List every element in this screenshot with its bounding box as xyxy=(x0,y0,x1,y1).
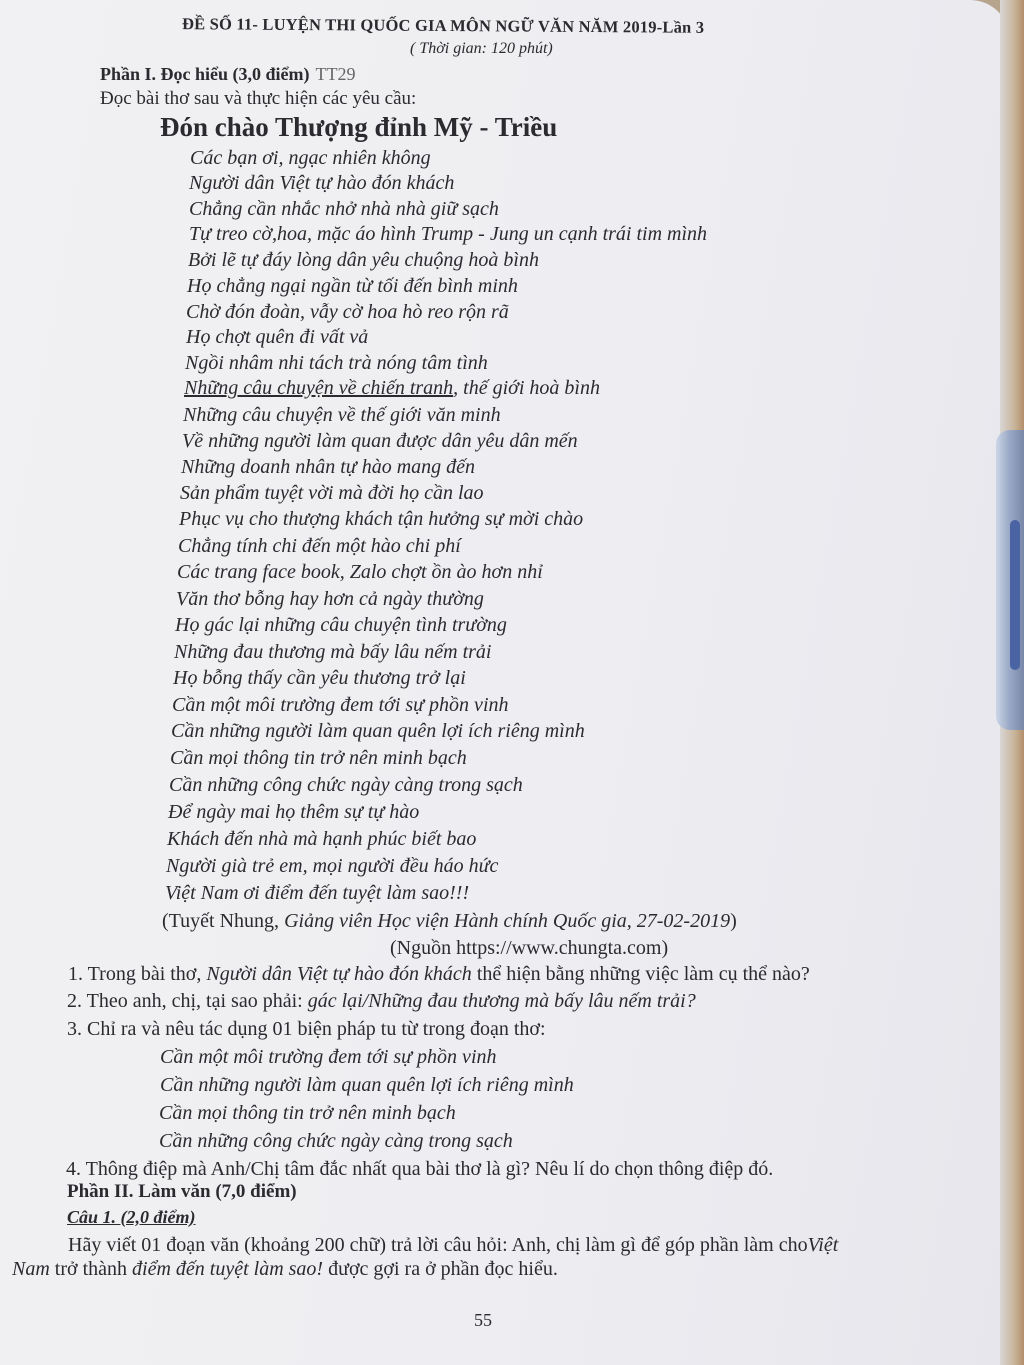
q1-rest: thể hiện bằng những việc làm cụ thể nào? xyxy=(471,963,810,985)
poem-source: (Nguồn https://www.chungta.com) xyxy=(390,937,669,959)
q3-excerpt-line: Cần những người làm quan quên lợi ích riêng mình xyxy=(160,1074,574,1096)
cau1-italic-nam: Nam xyxy=(12,1258,50,1280)
poem-line: Về những người làm quan được dân yêu dân mến xyxy=(182,430,578,452)
q3-excerpt-line: Cần một môi trường đem tới sự phồn vinh xyxy=(160,1046,497,1068)
q3-excerpt-line: Cần mọi thông tin trở nên minh bạch xyxy=(159,1102,456,1124)
poem-title: Đón chào Thượng đỉnh Mỹ - Triều xyxy=(160,112,558,142)
poem-line: Để ngày mai họ thêm sự tự hào xyxy=(168,801,420,823)
page-number: 55 xyxy=(474,1310,492,1330)
poem-line: Chẳng cần nhắc nhở nhà nhà giữ sạch xyxy=(189,198,499,220)
poem-line: Họ bỗng thấy cần yêu thương trở lại xyxy=(173,667,466,689)
question-1 xyxy=(68,963,810,986)
poem-line: Cần những người làm quan quên lợi ích riêng mình xyxy=(171,720,585,742)
cau1-text-line1 xyxy=(68,1234,838,1257)
poem-line: Tự treo cờ,hoa, mặc áo hình Trump - Jung un cạnh trái tim mình xyxy=(189,223,708,245)
poem-line: Văn thơ bỗng hay hơn cả ngày thường xyxy=(176,588,484,610)
question-2 xyxy=(67,990,696,1013)
cau1-mid: trở thành xyxy=(49,1258,133,1280)
underlined-phrase: Những câu chuyện về chiến tranh xyxy=(184,377,454,399)
q1-quote: Người dân Việt tự hào đón khách xyxy=(206,963,472,985)
poem-line: Cần một môi trường đem tới sự phồn vinh xyxy=(172,694,509,716)
part1-heading xyxy=(100,64,356,85)
poem-line: Các bạn ơi, ngạc nhiên không xyxy=(190,147,431,169)
cau1-heading: Câu 1. (2,0 điểm) xyxy=(67,1207,196,1227)
poem-line: Họ chợt quên đi vất vả xyxy=(186,326,369,348)
poem-credit xyxy=(162,910,737,933)
question-4: 4. Thông điệp mà Anh/Chị tâm đắc nhất qua bài thơ là gì? Nêu lí do chọn thông điệp đó. xyxy=(66,1158,774,1180)
poem-line: Phục vụ cho thượng khách tận hưởng sự mời chào xyxy=(179,508,584,530)
part1-title: Phần I. Đọc hiểu (3,0 điểm) xyxy=(100,64,310,84)
handwritten-tag: TT29 xyxy=(315,64,356,84)
poem-line: Ngồi nhâm nhi tách trà nóng tâm tình xyxy=(185,352,488,374)
q2-quote: gác lại/Những đau thương mà bấy lâu nếm trải? xyxy=(307,990,696,1012)
poem-line: Những doanh nhân tự hào mang đến xyxy=(181,456,476,478)
poem-line: Chờ đón đoàn, vẫy cờ hoa hò reo rộn rã xyxy=(186,301,509,323)
exam-time: ( Thời gian: 120 phút) xyxy=(410,40,553,57)
q3-excerpt-line: Cần những công chức ngày càng trong sạch xyxy=(159,1130,513,1152)
poem-line-10 xyxy=(184,377,600,400)
question-3: 3. Chỉ ra và nêu tác dụng 01 biện pháp tu từ trong đoạn thơ: xyxy=(67,1018,546,1040)
poem-line: Các trang face book, Zalo chợt ồn ào hơn nhỉ xyxy=(177,561,543,583)
poem-line: Chẳng tính chi đến một hào chi phí xyxy=(178,535,461,557)
poem-line: Cần những công chức ngày càng trong sạch xyxy=(169,774,523,796)
cau1-text: Hãy viết 01 đoạn văn (khoảng 200 chữ) trả lời câu hỏi: Anh, chị làm gì để góp phần làm cho xyxy=(68,1234,808,1256)
cau1-text-line2 xyxy=(12,1258,558,1281)
poem-line: Cần mọi thông tin trở nên minh bạch xyxy=(170,747,467,769)
credit-role: Giảng viên Học viện Hành chính Quốc gia, 27-02-2019 xyxy=(284,910,731,932)
q1-text: 1. Trong bài thơ, xyxy=(68,963,207,985)
credit-author: (Tuyết Nhung, xyxy=(162,910,285,932)
cau1-italic-viet: Việt xyxy=(807,1234,839,1256)
poem-line: Người già trẻ em, mọi người đều háo hức xyxy=(166,855,499,877)
poem-line: Khách đến nhà mà hạnh phúc biết bao xyxy=(167,828,477,850)
poem-line-10-rest: , thế giới hoà bình xyxy=(453,377,600,399)
poem-line: Những đau thương mà bấy lâu nếm trải xyxy=(174,641,492,663)
poem-line: Sản phẩm tuyệt vời mà đời họ cần lao xyxy=(180,482,484,504)
credit-close: ) xyxy=(730,910,737,932)
cau1-italic-quote: điểm đến tuyệt làm sao! xyxy=(132,1258,324,1280)
poem-line: Những câu chuyện về thế giới văn minh xyxy=(183,404,501,426)
pen-clip xyxy=(1010,520,1020,670)
part2-title: Phần II. Làm văn (7,0 điểm) xyxy=(67,1181,297,1202)
poem-line: Người dân Việt tự hào đón khách xyxy=(189,172,455,194)
poem-line: Việt Nam ơi điểm đến tuyệt làm sao!!! xyxy=(165,882,470,904)
reading-instruction: Đọc bài thơ sau và thực hiện các yêu cầu: xyxy=(100,88,417,109)
q2-text: 2. Theo anh, chị, tại sao phải: xyxy=(67,990,308,1012)
poem-line: Họ chẳng ngại ngần từ tối đến bình minh xyxy=(187,275,518,297)
exam-title: ĐỀ SỐ 11- LUYỆN THI QUỐC GIA MÔN NGỮ VĂN NĂM 2019-Lần 3 xyxy=(181,14,705,37)
poem-line: Bởi lẽ tự đáy lòng dân yêu chuộng hoà bình xyxy=(188,249,539,271)
cau1-end: được gợi ra ở phần đọc hiểu. xyxy=(323,1258,558,1280)
poem-line: Họ gác lại những câu chuyện tình trường xyxy=(175,614,507,636)
